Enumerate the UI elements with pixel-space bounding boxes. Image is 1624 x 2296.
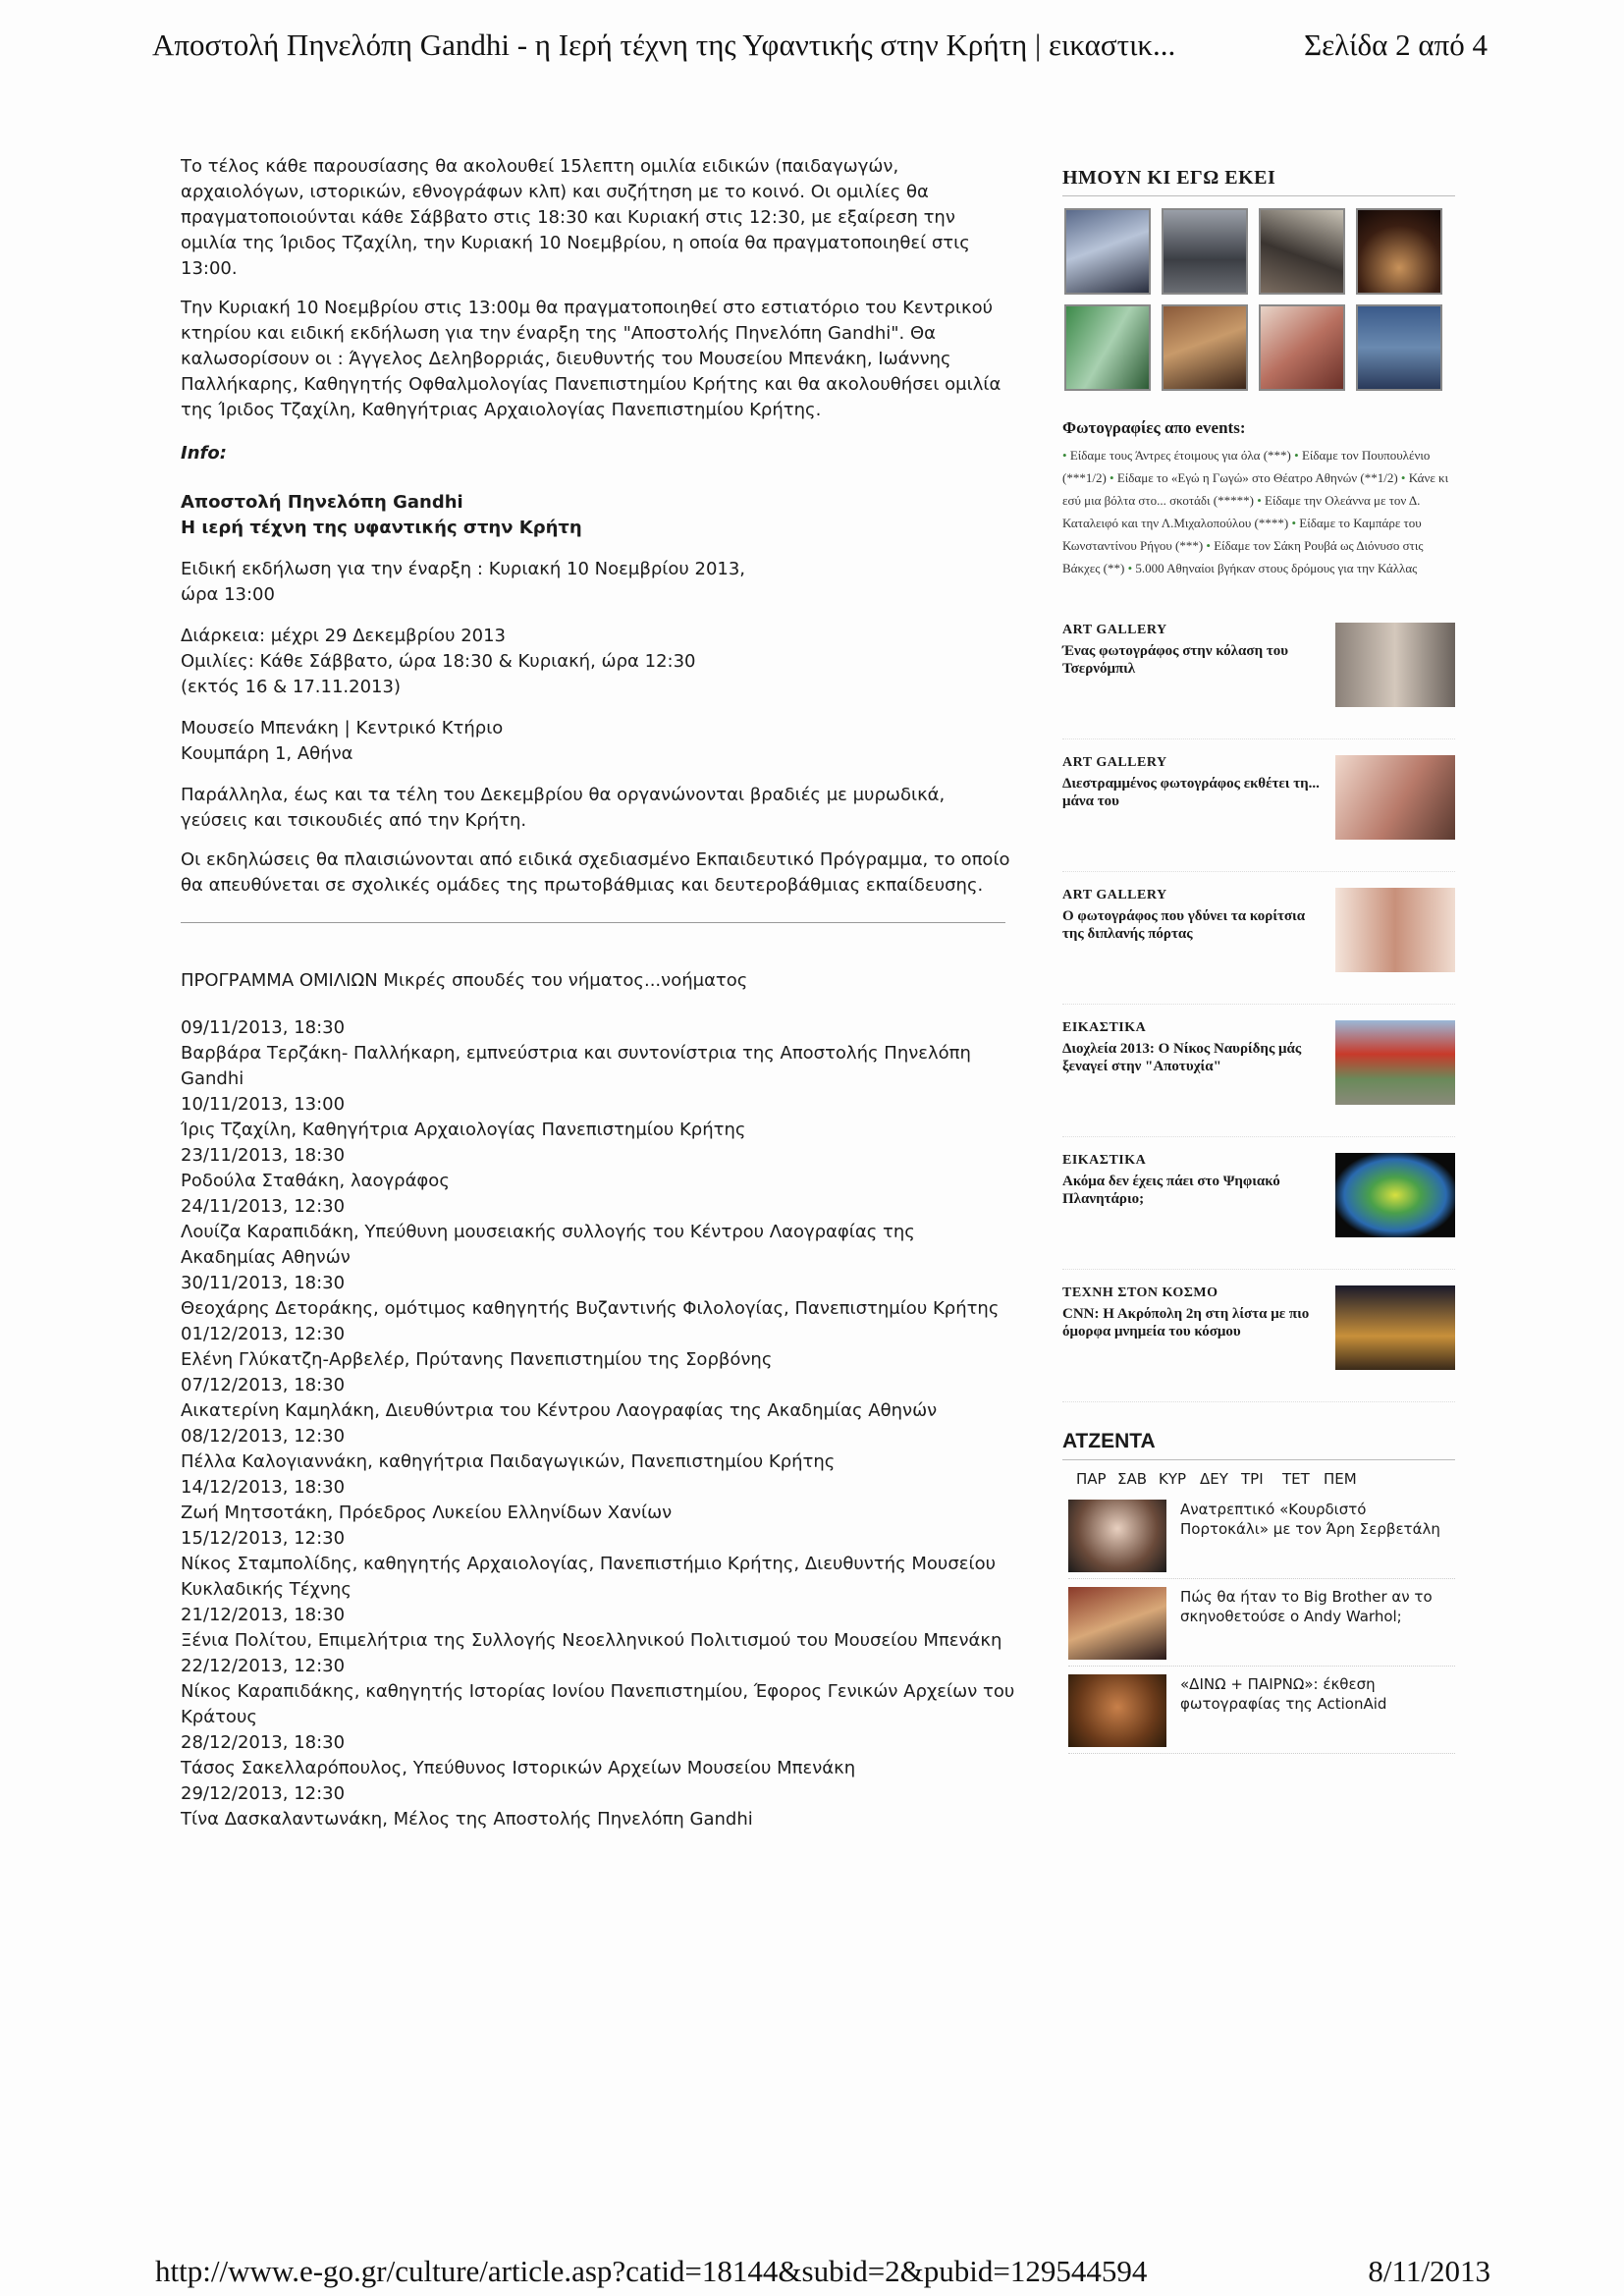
sidebar — [1062, 167, 1455, 1762]
promo-headline[interactable]: CNN: Η Ακρόπολη 2η στη λίστα με πιο όμορφα μνημεία του κόσμου — [1062, 1306, 1310, 1339]
talk-item — [181, 1730, 1015, 1781]
event-photo-thumb[interactable] — [1064, 208, 1151, 295]
promo-headline[interactable]: Ο φωτογράφος που γδύνει τα κορίτσια της διπλανής πόρτας — [1062, 908, 1306, 942]
photo-link[interactable]: Είδαμε τους Άντρες έτοιμους για όλα (***) — [1069, 448, 1291, 463]
print-date: 8/11/2013 — [1368, 2254, 1490, 2288]
talk-date: 23/11/2013, 18:30 — [181, 1145, 346, 1166]
promo-section: ΕΙΚΑΣΤΙΚΑ — [1062, 1153, 1147, 1168]
duration-line-3: (εκτός 16 & 17.11.2013) — [181, 677, 401, 697]
talk-date: 21/12/2013, 18:30 — [181, 1605, 346, 1625]
agenda-item[interactable] — [1068, 1674, 1455, 1754]
promo-headline[interactable]: Ένας φωτογράφος στην κόλαση του Τσερνόμπιλ — [1062, 643, 1289, 677]
event-photo-thumb[interactable] — [1259, 208, 1345, 295]
talk-speaker: Ξένια Πολίτου, Επιμελήτρια της Συλλογής Νεοελληνικού Πολιτισμού του Μουσείου Μπενάκη — [181, 1630, 1002, 1651]
agenda-item-text[interactable]: «ΔΙΝΩ + ΠΑΙΡΝΩ»: έκθεση φωτογραφίας της ActionAid — [1180, 1675, 1387, 1713]
event-photo-thumb[interactable] — [1162, 304, 1248, 391]
talk-speaker: Θεοχάρης Δετοράκης, ομότιμος καθηγητής Βυζαντινής Φιλολογίας, Πανεπιστημίου Κρήτης — [181, 1298, 1000, 1319]
talk-date: 10/11/2013, 13:00 — [181, 1094, 346, 1115]
event-photo-thumb[interactable] — [1064, 304, 1151, 391]
agenda-heading: ΑΤΖΕΝΤΑ — [1062, 1430, 1455, 1460]
photo-link[interactable]: Είδαμε τον Πουπουλένιο (***1/2) — [1062, 448, 1431, 485]
photo-link[interactable]: Είδαμε το Καμπάρε του Κωνσταντίνου Ρήγου (***) — [1062, 516, 1422, 553]
talks-list — [181, 1015, 1015, 1832]
talk-speaker: Λουίζα Καραπιδάκη, Υπεύθυνη μουσειακής συλλογής του Κέντρου Λαογραφίας της Ακαδημίας Αθηνών — [181, 1222, 915, 1268]
talk-speaker: Βαρβάρα Τερζάκη- Παλλήκαρη, εμπνεύστρια και συντονίστρια της Αποστολής Πηνελόπη Gandhi — [181, 1043, 971, 1089]
talk-date: 22/12/2013, 12:30 — [181, 1656, 346, 1676]
duration-line-1: Διάρκεια: μέχρι 29 Δεκεμβρίου 2013 — [181, 626, 507, 646]
divider — [181, 922, 1005, 923]
promo-item[interactable] — [1062, 755, 1455, 872]
duration-line-2: Ομιλίες: Κάθε Σάββατο, ώρα 18:30 & Κυριακή, ώρα 12:30 — [181, 651, 696, 672]
agenda-item-text[interactable]: Ανατρεπτικό «Κουρδιστό Πορτοκάλι» με τον Άρη Σερβετάλη — [1180, 1501, 1440, 1538]
venue-line-1: Μουσείο Μπενάκη | Κεντρικό Κτήριο — [181, 718, 504, 738]
talk-date: 08/12/2013, 12:30 — [181, 1426, 346, 1447]
talk-speaker: Ίρις Τζαχίλη, Καθηγήτρια Αρχαιολογίας Πανεπιστημίου Κρήτης — [181, 1120, 746, 1140]
event-title — [181, 490, 1015, 541]
bullet-icon: • — [1206, 538, 1215, 553]
event-photo-thumb[interactable] — [1162, 208, 1248, 295]
talk-date: 24/11/2013, 12:30 — [181, 1196, 346, 1217]
talk-date: 07/12/2013, 18:30 — [181, 1375, 346, 1395]
day-tab[interactable]: ΤΕΤ — [1282, 1470, 1310, 1488]
bullet-icon: • — [1110, 470, 1117, 485]
talk-date: 29/12/2013, 12:30 — [181, 1783, 346, 1804]
talk-date: 15/12/2013, 12:30 — [181, 1528, 346, 1549]
talk-speaker: Ελένη Γλύκατζη-Αρβελέρ, Πρύτανης Πανεπιστημίου της Σορβόνης — [181, 1349, 773, 1370]
talk-speaker: Τάσος Σακελλαρόπουλος, Υπεύθυνος Ιστορικών Αρχείων Μουσείου Μπενάκη — [181, 1758, 856, 1778]
article-body — [181, 154, 1015, 1832]
photo-link[interactable]: 5.000 Αθηναίοι βγήκαν στους δρόμους για την Κάλλας — [1135, 561, 1418, 575]
promo-item[interactable] — [1062, 1153, 1455, 1270]
talk-item — [181, 1271, 1015, 1322]
venue-info — [181, 716, 1015, 767]
event-photo-thumb[interactable] — [1259, 304, 1345, 391]
agenda-image[interactable] — [1068, 1674, 1166, 1747]
promo-headline[interactable]: Διεστραμμένος φωτογράφος εκθέτει τη... μάνα του — [1062, 776, 1320, 809]
page-counter: Σελίδα 2 από 4 — [1304, 27, 1488, 62]
bullet-icon: • — [1062, 448, 1070, 463]
duration-info — [181, 624, 1015, 700]
photo-link[interactable]: Κάνε κι εσύ μια βόλτα στο... σκοτάδι (*****) — [1062, 470, 1449, 508]
day-tab[interactable]: ΚΥΡ — [1159, 1470, 1187, 1488]
talk-item — [181, 1781, 1015, 1832]
talk-item — [181, 1322, 1015, 1373]
event-photo-thumb[interactable] — [1356, 304, 1442, 391]
paragraph-opening-event: Την Κυριακή 10 Νοεμβρίου στις 13:00μ θα πραγματοποιηθεί στο εστιατόριο του Κεντρικού κτηρίου και ειδική εκδήλωση για την έναρξη της "Αποστολής Πηνελόπη Gandhi". Θα καλωσορίσουν οι : Άγγελος Δεληβορριάς, διευθυντής του Μουσείου Μπενάκη, Ιωάννης Παλλήκαρης, Καθηγητής Οφθαλμολογίας Πανεπιστημίου Κρήτης και θα ακολουθήσει ομιλία της Ίριδος Τζαχίλη, Καθηγήτριας Αρχαιολογίας Πανεπιστημίου Κρήτης. — [181, 298, 1001, 420]
talk-date: 28/12/2013, 18:30 — [181, 1732, 346, 1753]
photo-link[interactable]: Είδαμε τον Σάκη Ρουβά ως Διόνυσο στις Βάκχες (**) — [1062, 538, 1424, 575]
talk-date: 09/11/2013, 18:30 — [181, 1017, 346, 1038]
opening-info — [181, 557, 1015, 608]
i-was-there-heading: ΗΜΟΥΝ ΚΙ ΕΓΩ ΕΚΕΙ — [1062, 167, 1455, 196]
paragraph-talks-intro: Το τέλος κάθε παρουσίασης θα ακολουθεί 15λεπτη ομιλία ειδικών (παιδαγωγών, αρχαιολόγων, ιστορικών, εθνογράφων κλπ) και συζήτηση με το κοινό. Οι ομιλίες θα πραγματοποιούνται κάθε Σάββατο στις 18:30 και Κυριακή στις 12:30, με εξαίρεση την ομιλία της Ίριδος Τζαχίλη, την Κυριακή 10 Νοεμβρίου, η οποία θα πραγματοποιηθεί στις 13:00. — [181, 156, 970, 279]
promo-image[interactable] — [1335, 755, 1455, 840]
talk-date: 01/12/2013, 12:30 — [181, 1324, 346, 1344]
talk-item — [181, 1654, 1015, 1730]
paragraph-evenings: Παράλληλα, έως και τα τέλη του Δεκεμβρίου θα οργανώνονται βραδιές με μυρωδικά, γεύσεις και τσικουδιές από την Κρήτη. — [181, 785, 946, 831]
agenda-item-text[interactable]: Πώς θα ήταν το Big Brother αν το σκηνοθετούσε ο Andy Warhol; — [1180, 1588, 1433, 1625]
photo-link[interactable]: Είδαμε την Ολεάννα με τον Δ. Καταλειφό και την Λ.Μιχαλοπούλου (****) — [1062, 493, 1421, 530]
bullet-icon: • — [1257, 493, 1266, 508]
agenda-item[interactable] — [1068, 1587, 1455, 1667]
talk-speaker: Πέλλα Καλογιαννάκη, καθηγήτρια Παιδαγωγικών, Πανεπιστημίου Κρήτης — [181, 1451, 836, 1472]
source-url[interactable]: http://www.e-go.gr/culture/article.asp?catid=18144&subid=2&pubid=129544594 — [155, 2254, 1148, 2288]
promo-image[interactable] — [1335, 1153, 1455, 1237]
promo-headline[interactable]: Ακόμα δεν έχεις πάει στο Ψηφιακό Πλανητάριο; — [1062, 1174, 1280, 1207]
program-title: ΠΡΟΓΡΑΜΜΑ ΟΜΙΛΙΩΝ Μικρές σπουδές του νήματος...νοήματος — [181, 970, 748, 991]
promo-image[interactable] — [1335, 1285, 1455, 1370]
photo-link[interactable]: Είδαμε το «Εγώ η Γωγώ» στο Θέατρο Αθηνών (**1/2) — [1116, 470, 1398, 485]
promo-image[interactable] — [1335, 888, 1455, 972]
bullet-icon: • — [1291, 516, 1300, 530]
talk-item — [181, 1194, 1015, 1271]
promo-image[interactable] — [1335, 1020, 1455, 1105]
print-footer — [155, 2254, 1490, 2293]
paragraph-education: Οι εκδηλώσεις θα πλαισιώνονται από ειδικά σχεδιασμένο Εκπαιδευτικό Πρόγραμμα, το οποίο θα απευθύνεται σε σχολικές ομάδες της πρωτοβάθμιας και δευτεροβάθμιας εκπαίδευσης. — [181, 849, 1010, 896]
day-tab[interactable]: ΣΑΒ — [1117, 1470, 1148, 1488]
promo-item[interactable] — [1062, 623, 1455, 739]
event-photo-grid — [1064, 208, 1455, 391]
day-tab[interactable]: ΤΡΙ — [1241, 1470, 1264, 1488]
page-title: Αποστολή Πηνελόπη Gandhi - η Ιερή τέχνη της Υφαντικής στην Κρήτη | εικαστικ... — [152, 27, 1176, 62]
promo-item[interactable] — [1062, 1285, 1455, 1402]
talk-item — [181, 1526, 1015, 1603]
promo-section: ΤΕΧΝΗ ΣΤΟΝ ΚΟΣΜΟ — [1062, 1285, 1218, 1300]
promo-section: ART GALLERY — [1062, 755, 1167, 770]
photos-caption: Φωτογραφίες απο events: — [1062, 418, 1246, 437]
photo-links-list — [1062, 444, 1455, 579]
day-tab[interactable]: ΔΕΥ — [1200, 1470, 1228, 1488]
talk-date: 30/11/2013, 18:30 — [181, 1273, 346, 1293]
day-tab[interactable]: ΠΕΜ — [1324, 1470, 1357, 1488]
talk-item — [181, 1015, 1015, 1092]
talk-item — [181, 1373, 1015, 1424]
venue-line-2: Κουμπάρη 1, Αθήνα — [181, 743, 353, 764]
promo-section: ΕΙΚΑΣΤΙΚΑ — [1062, 1020, 1147, 1035]
talk-speaker: Νίκος Σταμπολίδης, καθηγητής Αρχαιολογίας, Πανεπιστήμιο Κρήτης, Διευθυντής Μουσείου Κυκλαδικής Τέχνης — [181, 1554, 996, 1600]
opening-line-2: ώρα 13:00 — [181, 584, 275, 605]
info-label: Info: — [181, 443, 227, 464]
talk-item — [181, 1603, 1015, 1654]
agenda-day-tabs — [1076, 1470, 1455, 1488]
event-photo-thumb[interactable] — [1356, 208, 1442, 295]
talk-item — [181, 1475, 1015, 1526]
talk-speaker: Ζωή Μητσοτάκη, Πρόεδρος Λυκείου Ελληνίδων Χανίων — [181, 1503, 673, 1523]
day-tab[interactable]: ΠΑΡ — [1076, 1470, 1107, 1488]
agenda-item[interactable] — [1068, 1500, 1455, 1579]
event-title-line-1: Αποστολή Πηνελόπη Gandhi — [181, 492, 463, 513]
promo-section: ART GALLERY — [1062, 888, 1167, 902]
print-header — [152, 27, 1488, 77]
talk-speaker: Τίνα Δασκαλαντωνάκη, Μέλος της Αποστολής Πηνελόπη Gandhi — [181, 1809, 753, 1830]
talk-speaker: Νίκος Καραπιδάκης, καθηγητής Ιστορίας Ιονίου Πανεπιστημίου, Έφορος Γενικών Αρχείων του Κράτους — [181, 1681, 1015, 1727]
agenda-image[interactable] — [1068, 1587, 1166, 1660]
bullet-icon: • — [1127, 561, 1136, 575]
promo-headline[interactable]: Διοχλεία 2013: Ο Νίκος Ναυρίδης μάς ξεναγεί στην "Αποτυχία" — [1062, 1041, 1302, 1074]
bullet-icon: • — [1400, 470, 1409, 485]
promo-image[interactable] — [1335, 623, 1455, 707]
promo-item[interactable] — [1062, 1020, 1455, 1137]
talk-item — [181, 1424, 1015, 1475]
talk-speaker: Αικατερίνη Καμηλάκη, Διευθύντρια του Κέντρου Λαογραφίας της Ακαδημίας Αθηνών — [181, 1400, 938, 1421]
opening-line-1: Ειδική εκδήλωση για την έναρξη : Κυριακή 10 Νοεμβρίου 2013, — [181, 559, 746, 579]
talk-speaker: Ροδούλα Σταθάκη, λαογράφος — [181, 1171, 450, 1191]
bullet-icon: • — [1294, 448, 1302, 463]
talk-item — [181, 1143, 1015, 1194]
promo-item[interactable] — [1062, 888, 1455, 1005]
talk-date: 14/12/2013, 18:30 — [181, 1477, 346, 1498]
talk-item — [181, 1092, 1015, 1143]
event-title-line-2: Η ιερή τέχνη της υφαντικής στην Κρήτη — [181, 518, 582, 538]
promo-section: ART GALLERY — [1062, 623, 1167, 637]
agenda-image[interactable] — [1068, 1500, 1166, 1572]
